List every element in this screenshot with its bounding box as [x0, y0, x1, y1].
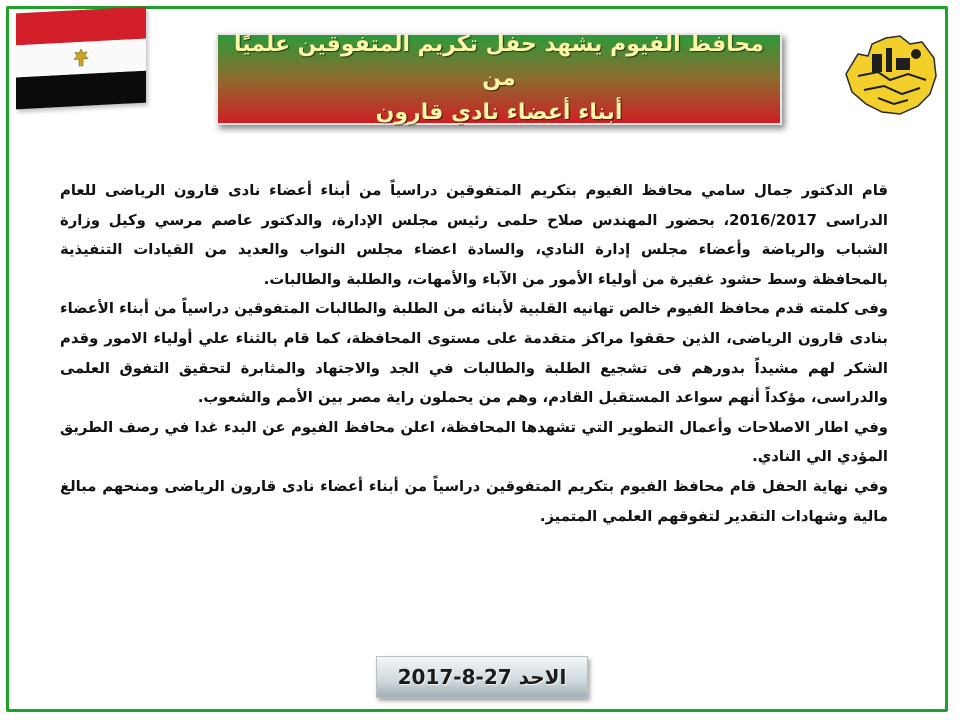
article-paragraph: وفى كلمته قدم محافظ الفيوم خالص تهانيه القلبية لأبنائه من الطلبة والطالبات المتفوقين دراسياً من أبناء الأعضاء بنادى قارون الرياضى، الذين حققوا مراكز متقدمة على مستوى المحافظة، كما قام بالثناء علي أولياء الامور وقدم الشكر لهم مشيداً بدورهم فى تشجيع الطلبة والطالبات في الجد والاجتهاد والمثابرة لتحقيق التفوق العلمى والدراسى، مؤكداً أنهم سواعد المستقبل القادم، وهم من يحملون راية مصر بين الأمم والشعوب.	[60, 300, 888, 407]
headline-line-2: أبناء أعضاء نادي قارون	[375, 100, 623, 125]
flag-black-band	[16, 71, 146, 110]
article-paragraph: قام الدكتور جمال سامي محافظ الفيوم بتكريم المتفوقين دراسياً من أبناء أعضاء نادى قارون الرياضى للعام الدراسى 2016/2017، بحضور المهندس صلاح حلمى رئيس مجلس الإدارة، والدكتور عاصم مرسي وكيل وزارة الشباب والرياضة وأعضاء مجلس إدارة النادي، والسادة اعضاء مجلس النواب والعديد من القيادات التنفيذية بالمحافظة وسط حشود غفيرة من أولياء الأمور من الآباء والأمهات، والطلبة والطالبات.	[60, 182, 888, 288]
egypt-flag-icon	[16, 7, 146, 110]
article-body	[60, 176, 888, 531]
fayoum-logo-icon	[838, 14, 946, 126]
date-badge: الاحد 27-8-2017	[376, 656, 588, 698]
article-paragraph: وفي اطار الاصلاحات وأعمال التطوير التي تشهدها المحافظة، اعلن محافظ الفيوم عن البدء غدا في رصف الطريق المؤدي الي النادي.	[60, 418, 888, 466]
eagle-icon	[70, 46, 92, 69]
flag-white-band	[16, 39, 146, 78]
headline-banner	[216, 33, 782, 125]
headline-line-1: محافظ الفيوم يشهد حفل تكريم المتفوقين علميًا من	[234, 32, 764, 91]
article-paragraph: وفي نهاية الحفل قام محافظ الفيوم بتكريم المتفوقين دراسياً من أبناء أعضاء نادى قارون الرياضى ومنحهم مبالغ مالية وشهادات التقدير لتفوقهم العلمي المتميز.	[60, 477, 888, 525]
